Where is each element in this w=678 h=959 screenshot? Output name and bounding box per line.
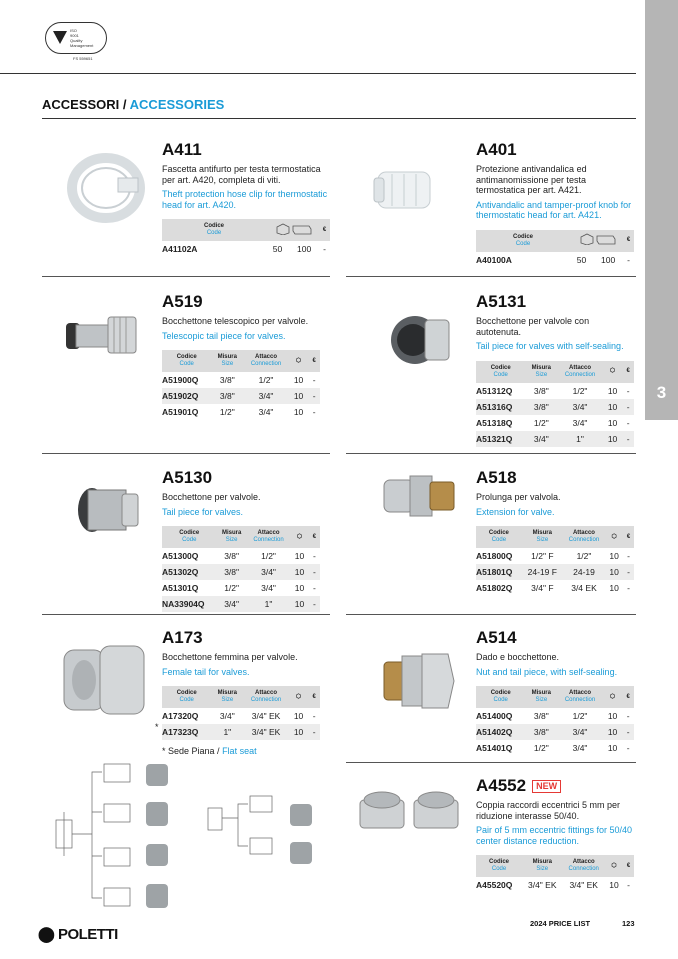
a401-title: A401 [476,140,517,159]
box-icon [577,233,617,245]
a518-block [476,468,636,596]
a401-block [476,140,636,268]
a518-table [476,526,634,596]
a401-table [476,230,634,268]
divider [346,453,636,454]
table-row: A51901Q 1/2" 3/4" 10 - [162,407,316,417]
divider [346,276,636,277]
table-row: A51400Q 3/8" 1/2" 10 - [476,711,630,721]
table-row: A51802Q 3/4" F 3/4 EK 10 - [476,583,630,593]
a514-desc-it: Dado e bocchettone. [476,652,560,662]
table-row: A51801Q 24-19 F 24-19 10 - [476,564,634,580]
a518-product-image [380,466,460,526]
table-row: A51302Q 3/8" 3/4" 10 - [162,564,320,580]
a514-block [476,628,636,756]
cert-number: FS 559651 [73,56,93,61]
a5130-desc-en: Tail piece for valves. [162,506,244,517]
new-badge: NEW [532,780,561,793]
a5130-title: A5130 [162,468,213,487]
iso-cert-logo [45,22,107,54]
a173-desc-en: Female tail for valves. [162,666,250,677]
a519-block [162,292,332,420]
table-header: Codice Code Misura Size Attacco Connection ⬡ € [162,350,320,372]
a518-desc-en: Extension for valve. [476,506,555,517]
cert-line: Quality [70,38,83,43]
divider [42,453,330,454]
col-codice: Codice Code [476,230,570,252]
a519-table [162,350,320,420]
col-pack-icons [266,219,319,241]
a411-desc-en: Theft protection hose clip for thermostatic head for art. A420. [162,189,328,210]
box-icon: ⬡ [289,350,308,372]
a173-block [155,628,332,756]
technical-drawing [42,760,332,910]
a401-desc-en: Antivandalic and tamper-proof knob for thermostatic head for art. A421. [476,199,632,220]
box-icon: ⬡ [290,526,309,548]
table-header: Codice Code Misura Size Attacco Connection ⬡ € [476,526,634,548]
col-pack-icons [570,230,623,252]
a5131-desc-it: Bocchettone per valvole con autotenuta. [476,316,590,337]
table-row: A40100A 50 100 - [476,254,630,265]
section-rule [42,118,636,119]
box-icon: ⬡ [603,686,622,708]
a5130-desc-it: Bocchettone per valvole. [162,492,261,502]
box-icon: ⬡ [603,361,622,383]
table-row: NA33904Q 3/4" 1" 10 - [162,596,320,612]
table-header: Codice Code Misura Size Attacco Connection ⬡ € [162,526,320,548]
table-header [476,230,634,252]
table-header: Codice Code Misura Size Attacco Connection ⬡ € [162,686,320,708]
a411-block [162,140,332,257]
a173-table [162,686,320,740]
a173-desc-it: Bocchettone femmina per valvole. [162,652,298,662]
a4552-desc-en: Pair of 5 mm eccentric fittings for 50/40 center distance reduction. [476,825,633,846]
box-icon: ⬡ [289,686,308,708]
table-row: A51800Q 1/2" F 1/2" 10 - [476,551,630,561]
chapter-number: 3 [656,383,667,402]
table-row: A17320Q 3/4" 3/4" EK 10 - [162,711,316,721]
a514-product-image [378,646,458,716]
a519-desc-it: Bocchettone telescopico per valvole. [162,316,309,326]
a519-desc-en: Telescopic tail piece for valves. [162,330,286,341]
table-row: A51318Q 1/2" 3/4" 10 - [476,417,630,428]
a4552-desc-it: Coppia raccordi eccentrici 5 mm per riduzione interasse 50/40. [476,800,621,821]
box-icon: ⬡ [605,855,623,877]
table-row: A51902Q 3/8" 3/4" 10 - [162,388,320,404]
a411-table [162,219,330,257]
chapter-tab [645,0,678,420]
a514-desc-en: Nut and tail piece, with self-sealing. [476,666,618,677]
price-list-label: 2024 PRICE LIST [530,919,591,928]
table-row: A51301Q 1/2" 3/4" 10 - [162,583,316,593]
a514-table [476,686,634,756]
divider [346,762,636,763]
a514-title: A514 [476,628,517,647]
a5131-table [476,361,634,447]
flat-seat-marker: * [155,722,159,732]
a4552-table [476,855,634,893]
table-row: A51402Q 3/8" 3/4" 10 - [476,724,634,740]
table-row: A51321Q 3/4" 1" 10 - [476,431,634,447]
section-title-en: ACCESSORIES [129,97,225,112]
a4552-product-image [356,784,466,844]
section-title-it: ACCESSORI / [42,97,127,112]
table-header: Codice Code Misura Size Attacco Connection ⬡ € [476,361,634,383]
a5131-desc-en: Tail piece for valves with self-sealing. [476,341,624,351]
a519-product-image [62,305,142,365]
a5130-product-image [74,480,144,540]
a518-title: A518 [476,468,517,487]
brand-logo: ⬤ POLETTI [38,926,118,943]
brand-mark-icon: ⬤ [38,926,58,943]
table-row: A51401Q 1/2" 3/4" 10 - [476,743,630,753]
a411-desc-it: Fascetta antifurto per testa termostatica per art. A420, completa di viti. [162,164,321,185]
a173-product-image [60,640,150,720]
divider [42,614,330,615]
divider [346,614,636,615]
cert-text [70,28,104,48]
header-rule [0,73,636,74]
table-row: A51300Q 3/8" 1/2" 10 - [162,551,316,561]
a519-title: A519 [162,292,203,311]
divider [42,276,330,277]
cert-line: Management [70,43,94,48]
a411-title: A411 [162,140,202,159]
table-row: A17323Q 1" 3/4" EK 10 - [162,724,320,740]
table-row: A51316Q 3/8" 3/4" 10 - [476,399,634,415]
table-row: A51312Q 3/8" 1/2" 10 - [476,385,630,396]
a5130-table [162,526,320,612]
box-icon: ⬡ [605,526,623,548]
cert-line: 9001 [70,33,79,38]
cert-line: ISO [70,28,77,33]
box-icon [273,223,313,235]
a4552-block [476,776,636,893]
table-row: A51900Q 3/8" 1/2" 10 - [162,375,316,385]
table-header: Codice Code Misura Size Attacco Connection ⬡ € [476,686,634,708]
col-codice: Codice Code [162,219,266,241]
a401-desc-it: Protezione antivandalica ed antimanomissione per testa termostatica per art. A421. [476,164,587,195]
section-title [42,97,224,112]
a518-desc-it: Prolunga per valvola. [476,492,561,502]
table-header: Codice Code Misura Size Attacco Connection ⬡ € [476,855,634,877]
table-row: A41102A 50 100 - [162,244,326,254]
a401-product-image [370,160,440,220]
col-euro: € [623,230,634,252]
flat-seat-note: * Sede Piana / Flat seat [162,746,257,756]
a4552-title: A4552 NEW [476,776,636,796]
a173-title: A173 [162,628,203,647]
a5131-product-image [385,310,455,370]
a5130-block [162,468,332,612]
a411-product-image [66,148,146,228]
a5131-block [476,292,636,447]
col-euro: € [319,219,330,241]
table-header [162,219,330,241]
a5131-title: A5131 [476,292,527,311]
cert-triangle-icon [53,31,67,44]
page-number: 123 [622,919,635,928]
table-row: A45520Q 3/4" EK 3/4" EK 10 - [476,880,630,890]
